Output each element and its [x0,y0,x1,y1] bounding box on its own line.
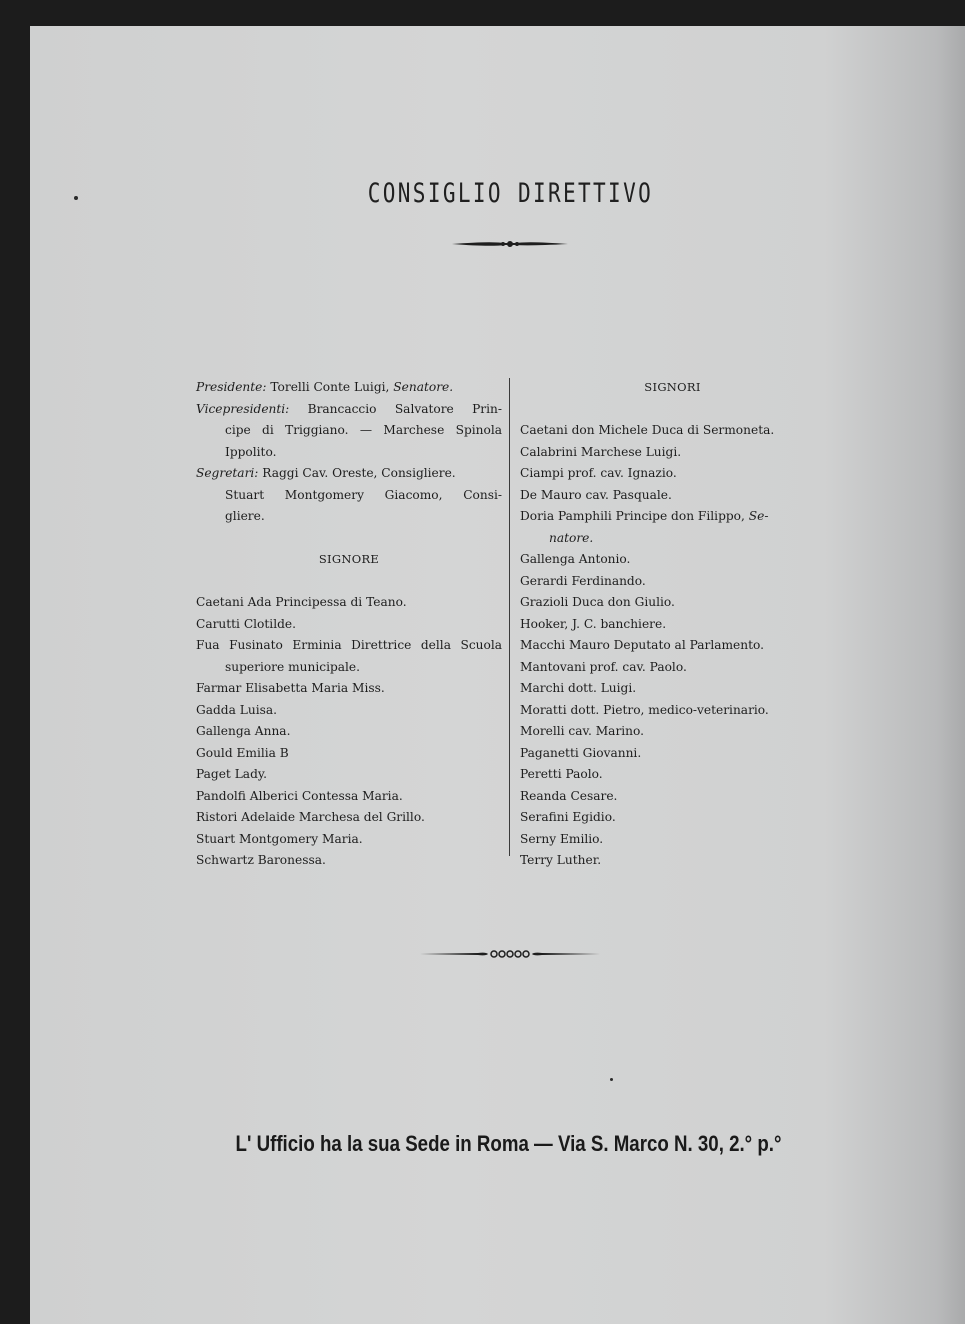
list-item: Moratti dott. Pietro, medico-veterinario. [520,702,769,717]
list-item: Serny Emilio. [520,831,604,846]
office-address-footer: L' Ufficio ha la sua Sede in Roma — Via S. Marco N. 30, 2.° p.° [235,1131,782,1156]
list-item: Gerardi Ferdinando. [520,573,646,588]
role-label: Vicepresidenti: [196,401,290,416]
list-item: Carutti Clotilde. [196,616,296,631]
list-item: Schwartz Baronessa. [196,853,326,867]
list-item: Ciampi prof. cav. Ignazio. [520,466,677,480]
list-item: Gould Emilia B [196,745,289,760]
officer-vicepresidenti [196,399,502,421]
list-item: Macchi Mauro Deputato al Parlamento. [520,638,765,652]
list-item: Gadda Luisa. [196,702,277,717]
list-item: Stuart Montgomery Maria. [196,831,363,846]
list-item-title: Se- [748,509,769,523]
signore-heading: SIGNORE [318,552,380,566]
officer-line: Stuart Montgomery Giacomo, Consi- [225,487,502,502]
list-item: Serafini Egidio. [520,810,616,824]
officer-name: Raggi Cav. Oreste, Consigliere. [258,466,456,480]
list-item-text: Doria Pamphili Principe don Filippo, [520,509,749,523]
list-item: Terry Luther. [520,853,602,867]
list-item: Peretti Paolo. [520,767,603,781]
list-item: Calabrini Marchese Luigi. [520,444,682,459]
list-item: Farmar Elisabetta Maria Miss. [196,681,385,695]
list-item-continuation: natore. [549,530,594,545]
left-column [196,377,502,872]
list-item-continuation: superiore municipale. [225,659,361,674]
list-item: Caetani Ada Principessa di Teano. [196,595,407,609]
column-divider [509,378,510,856]
right-column [520,377,825,872]
list-item: De Mauro cav. Pasquale. [520,487,672,502]
list-item [520,506,825,528]
list-item: Hooker, J. C. banchiere. [520,616,667,631]
list-item: Mantovani prof. cav. Paolo. [520,659,687,674]
officer-line: gliere. [225,509,265,523]
signori-heading: SIGNORI [644,380,701,394]
list-item: Paganetti Giovanni. [520,745,642,760]
ink-speck [74,196,78,200]
role-label: Presidente: [196,380,267,394]
officer-name: Torelli Conte Luigi, [266,380,394,394]
list-item: Paget Lady. [196,767,268,781]
officer-line: cipe di Triggiano. — Marchese Spinola [225,423,502,437]
list-item: Pandolfi Alberici Contessa Maria. [196,788,403,803]
list-item: Gallenga Anna. [196,724,291,738]
title-ornament-rule [450,236,570,252]
ink-speck [610,1078,613,1081]
list-item: Reanda Cesare. [520,788,618,803]
bottom-ornament-rule [418,948,602,960]
list-item: Marchi dott. Luigi. [520,681,637,695]
list-item: Fua Fusinato Erminia Direttrice della Scuola [196,638,502,652]
document-page [30,26,965,1324]
list-item: Gallenga Antonio. [520,552,631,566]
list-item: Ristori Adelaide Marchesa del Grillo. [196,810,425,824]
officer-title: Senatore. [393,380,454,394]
officer-presidente [196,377,502,399]
officer-segretari [196,463,502,485]
officer-name: Brancaccio Salvatore Prin- [289,401,502,416]
list-item: Grazioli Duca don Giulio. [520,595,675,609]
officer-line: Ippolito. [225,444,277,459]
page-title: CONSIGLIO DIRETTIVO [367,178,654,209]
list-item: Caetani don Michele Duca di Sermoneta. [520,423,775,437]
list-item: Morelli cav. Marino. [520,724,645,738]
role-label: Segretari: [196,466,259,480]
